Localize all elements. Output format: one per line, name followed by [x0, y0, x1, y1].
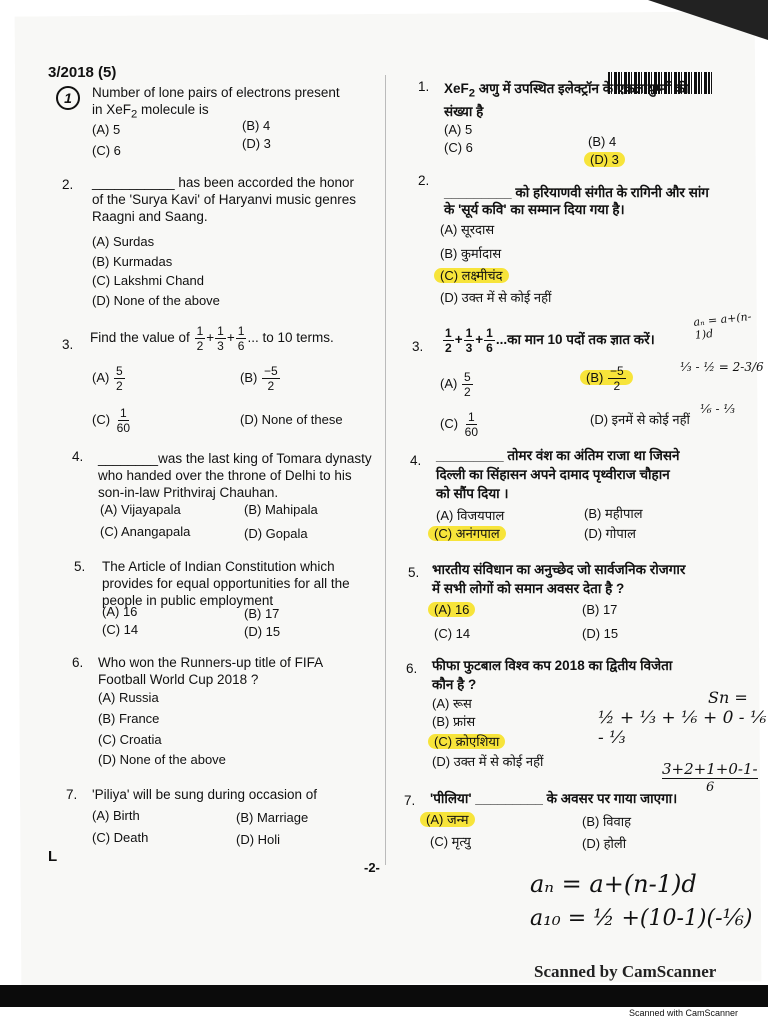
fraction: $\frac{1}{6}$ — [237, 324, 245, 353]
en-question-3-number: 3. — [62, 337, 74, 352]
hi-question-4 — [436, 446, 726, 503]
hi-question-1 — [444, 80, 724, 120]
handwritten-sn-series: ½ + ⅓ + ⅙ + 0 - ⅙ - ⅓ — [598, 708, 767, 748]
hi-q6-option-b: (B) फ्रांस — [432, 714, 476, 729]
en-q6-option-c: (C) Croatia — [98, 732, 162, 747]
question-text: _________ को हरियाणवी संगीत के रागिनी और सांग — [444, 185, 709, 200]
paper-code: 3/2018 (5) — [48, 64, 117, 81]
en-q7-option-a: (A) Birth — [92, 808, 140, 823]
column-divider — [385, 75, 386, 865]
en-question-2 — [92, 174, 382, 225]
en-q3-option-b: (B) $\frac{-5}{2}$ — [240, 364, 278, 393]
hi-q1-option-b: (B) 4 — [588, 134, 617, 149]
en-q6-option-b: (B) France — [98, 711, 160, 726]
question-number: 1 — [56, 86, 80, 110]
hi-q7-option-c: (C) मृत्यु — [430, 834, 471, 849]
question-text: Who won the Runners-up title of FIFA — [98, 655, 324, 670]
section-letter: L — [48, 848, 58, 865]
question-text: संख्या है — [444, 103, 484, 119]
en-q1-option-c: (C) 6 — [92, 143, 121, 158]
question-text: molecule is — [137, 102, 209, 117]
hi-question-7-number: 7. — [404, 793, 416, 808]
en-question-7: 'Piliya' will be sung during occasion of — [92, 787, 318, 802]
hi-q6-option-a: (A) रूस — [432, 696, 472, 711]
hi-q5-option-c: (C) 14 — [434, 626, 471, 641]
highlighted-answer: (A) जन्म — [420, 812, 475, 827]
highlighted-answer: (C) अनंगपाल — [428, 526, 506, 541]
hi-q2-option-c — [434, 266, 509, 286]
hi-question-5 — [432, 560, 732, 598]
hi-q5-option-a — [428, 600, 475, 620]
handwritten-diff: ⅓ - ½ = 2-3/6 — [680, 360, 764, 374]
en-q7-option-c: (C) Death — [92, 830, 149, 845]
question-text: Number of lone pairs of electrons present — [92, 85, 340, 100]
hi-question-6 — [432, 656, 732, 694]
question-text: Find the value of — [90, 330, 190, 346]
en-q4-option-b: (B) Mahipala — [244, 502, 318, 517]
fraction: $\frac{1}{2}$ — [196, 324, 204, 353]
en-q5-option-d: (D) 15 — [244, 624, 281, 639]
hi-q4-option-b: (B) महीपाल — [584, 506, 643, 521]
question-text: son-in-law Prithviraj Chauhan. — [98, 485, 279, 500]
en-q7-option-b: (B) Marriage — [236, 810, 309, 825]
handwritten-a10-formula: a₁₀ = ½ +(10-1)(-⅙) — [530, 906, 753, 931]
en-q2-option-b: (B) Kurmadas — [92, 254, 173, 269]
en-q2-option-a: (A) Surdas — [92, 234, 155, 249]
question-text: _________ तोमर वंश का अंतिम राजा था जिसने — [436, 448, 680, 463]
question-text: Football World Cup 2018 ? — [98, 672, 259, 687]
hi-question-1-number: 1. — [418, 79, 430, 94]
subscript: 2 — [468, 87, 476, 100]
highlighted-answer: (C) लक्ष्मीचंद — [434, 268, 509, 283]
hi-q6-option-d: (D) उक्त में से कोई नहीं — [432, 754, 544, 769]
hi-q3-option-a: (A) $\frac{5}{2}$ — [440, 370, 471, 399]
hi-question-3: $\frac{1}{2}$ + $\frac{1}{3}$ + $\frac{1}{6}$ ...का मान 10 पदों तक ज्ञात करें। — [445, 326, 655, 355]
en-question-5 — [102, 558, 382, 609]
hi-q2-option-a: (A) सूरदास — [440, 222, 495, 237]
en-q5-option-b: (B) 17 — [244, 606, 280, 621]
bottom-scan-bar — [0, 985, 768, 1007]
en-question-4-number: 4. — [72, 449, 84, 464]
highlighted-answer: (B) $\frac{-5}{2}$ — [580, 370, 633, 385]
en-q5-option-a: (A) 16 — [102, 604, 138, 619]
en-q6-option-a: (A) Russia — [98, 690, 159, 705]
question-text: The Article of Indian Constitution which — [102, 559, 335, 574]
en-q6-option-d: (D) None of the above — [98, 752, 226, 767]
hi-q7-option-a — [420, 810, 475, 830]
hi-question-2 — [444, 184, 734, 218]
handwritten-side-note: ⅙ - ⅓ — [700, 402, 735, 416]
hi-question-3-number: 3. — [412, 339, 424, 354]
hi-question-4-number: 4. — [410, 453, 422, 468]
question-text: provides for equal opportunities for all the — [102, 576, 350, 591]
highlighted-answer: (C) क्रोएशिया — [428, 734, 505, 749]
fraction: $\frac{1}{2}$ — [445, 326, 452, 355]
en-q4-option-c: (C) Anangapala — [100, 524, 191, 539]
question-text: XeF — [444, 81, 469, 96]
hi-q7-option-b: (B) विवाह — [582, 814, 632, 829]
en-q1-option-d: (D) 3 — [242, 136, 271, 151]
en-q4-option-d: (D) Gopala — [244, 526, 308, 541]
hi-q4-option-c — [428, 524, 506, 544]
hi-q5-option-b: (B) 17 — [582, 602, 618, 617]
hi-q4-option-a: (A) विजयपाल — [436, 508, 505, 523]
question-text: भारतीय संविधान का अनुच्छेद जो सार्वजनिक रोजगार — [432, 562, 686, 577]
hi-question-7: 'पीलिया' _________ के अवसर पर गाया जाएगा। — [430, 791, 678, 806]
question-text: ___________ has been accorded the honor — [92, 175, 354, 190]
camscanner-footer-note: Scanned with CamScanner — [628, 1008, 738, 1018]
question-text: में सभी लोगों को समान अवसर देता है ? — [432, 581, 625, 596]
question-text: of the 'Surya Kavi' of Haryanvi music genres — [92, 192, 357, 207]
hi-q3-option-b — [580, 364, 633, 393]
question-text: ________was the last king of Tomara dynasty — [98, 451, 372, 466]
en-question-1 — [50, 84, 380, 124]
page-number: -2- — [364, 860, 380, 875]
en-question-6-number: 6. — [72, 655, 84, 670]
hi-question-6-number: 6. — [406, 661, 418, 676]
hi-q2-option-b: (B) कुर्मादास — [440, 246, 502, 261]
question-text: Raagni and Saang. — [92, 209, 208, 224]
question-text: फीफा फुटबाल विश्व कप 2018 का द्वितीय विजेता — [432, 658, 673, 673]
hi-q3-option-d: (D) इनमें से कोई नहीं — [590, 412, 690, 427]
subscript: 2 — [131, 108, 138, 121]
hi-q6-option-c — [428, 732, 505, 752]
hi-q1-option-a: (A) 5 — [444, 122, 473, 137]
question-text: who handed over the throne of Delhi to his — [98, 468, 352, 483]
handwritten-sn-label: Sn = — [708, 688, 748, 707]
en-q1-option-a: (A) 5 — [92, 122, 121, 137]
en-question-5-number: 5. — [74, 559, 86, 574]
hi-q1-option-d — [584, 150, 625, 170]
question-text: कौन है ? — [432, 677, 477, 692]
page-corner-shadow — [648, 0, 768, 40]
en-q3-option-a: (A) $\frac{5}{2}$ — [92, 364, 123, 393]
en-q3-option-c: (C) $\frac{1}{60}$ — [92, 406, 131, 435]
hi-question-5-number: 5. — [408, 565, 420, 580]
camscanner-watermark: Scanned by CamScanner — [534, 962, 717, 981]
highlighted-answer: (A) 16 — [428, 602, 475, 617]
handwritten-sn-denominator: 6 — [706, 780, 715, 795]
en-q4-option-a: (A) Vijayapala — [100, 502, 181, 517]
en-q3-option-d: (D) None of these — [240, 412, 343, 427]
hi-q5-option-d: (D) 15 — [582, 626, 619, 641]
hi-q7-option-d: (D) होली — [582, 836, 627, 851]
en-question-3: Find the value of $\frac{1}{2}$ + $\frac{1}{3}$ + $\frac{1}{6}$ ... to 10 terms. — [90, 324, 334, 353]
fraction: $\frac{1}{6}$ — [486, 326, 493, 355]
en-q2-option-d: (D) None of the above — [92, 293, 220, 308]
hi-q1-option-c: (C) 6 — [444, 140, 473, 155]
hi-q3-option-c: (C) $\frac{1}{60}$ — [440, 410, 479, 439]
hi-question-2-number: 2. — [418, 173, 430, 188]
question-text: in XeF — [92, 102, 132, 117]
en-q2-option-c: (C) Lakshmi Chand — [92, 273, 204, 288]
question-text: ... to 10 terms. — [247, 330, 334, 346]
hi-q2-option-d: (D) उक्त में से कोई नहीं — [440, 290, 552, 305]
en-question-4 — [98, 450, 378, 501]
en-question-6 — [98, 654, 380, 688]
question-text: ...का मान 10 पदों तक ज्ञात करें। — [495, 332, 655, 348]
question-text: अणु में उपस्थित इलेक्ट्रॉन के एकल युग्मों की — [475, 81, 689, 96]
question-text: को सौंप दिया । — [436, 486, 509, 501]
handwritten-an-formula: aₙ = a+(n-1)d — [530, 870, 697, 898]
question-text: दिल्ली का सिंहासन अपने दामाद पृथ्वीराज चौहान — [436, 467, 670, 482]
hi-q4-option-d: (D) गोपाल — [584, 526, 636, 541]
en-question-7-number: 7. — [66, 787, 78, 802]
fraction: $\frac{1}{3}$ — [217, 324, 224, 353]
highlighted-answer: (D) 3 — [584, 152, 625, 167]
en-q7-option-d: (D) Holi — [236, 832, 281, 847]
question-text: people in public employment — [102, 593, 274, 608]
handwritten-note-top: aₙ = a+(n-1)d — [692, 309, 752, 342]
en-question-2-number: 2. — [62, 177, 74, 192]
handwritten-sn-sum: 3+2+1+0-1- — [662, 760, 758, 778]
en-q1-option-b: (B) 4 — [242, 118, 271, 133]
fraction: $\frac{1}{3}$ — [465, 326, 473, 355]
question-text: के 'सूर्य कवि' का सम्मान दिया गया है। — [444, 202, 625, 217]
en-q5-option-c: (C) 14 — [102, 622, 139, 637]
